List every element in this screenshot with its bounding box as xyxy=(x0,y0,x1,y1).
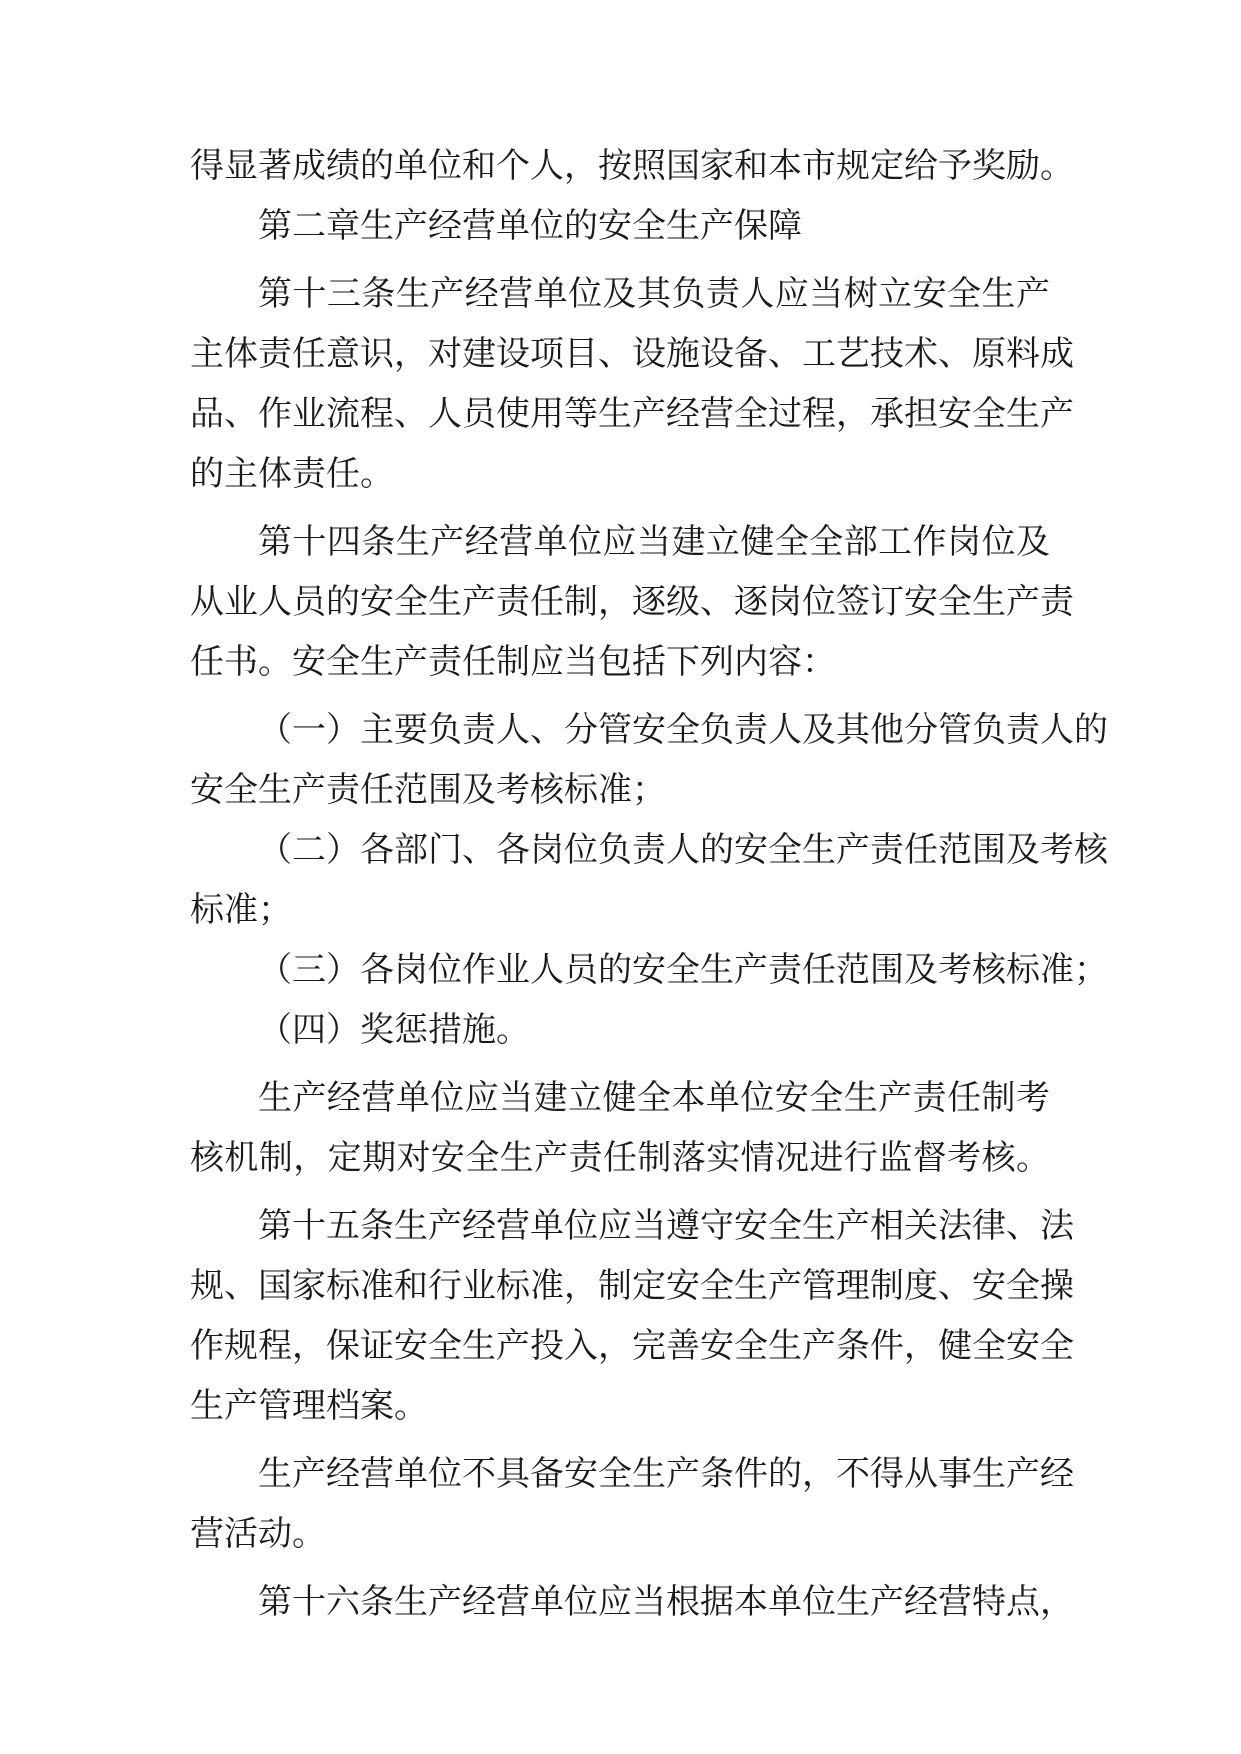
text-line: 生产管理档案。 xyxy=(190,1386,428,1426)
text-line: 的主体责任。 xyxy=(190,454,394,494)
text-line: 核机制，定期对安全生产责任制落实情况进行监督考核。 xyxy=(190,1138,1050,1178)
text-line: （三）各岗位作业人员的安全生产责任范围及考核标准； xyxy=(258,950,1108,990)
text-line: 规、国家标准和行业标准，制定安全生产管理制度、安全操 xyxy=(190,1266,1074,1306)
text-line: 第十四条生产经营单位应当建立健全全部工作岗位及 xyxy=(258,522,1050,562)
text-line: （二）各部门、各岗位负责人的安全生产责任范围及考核 xyxy=(258,830,1108,870)
text-line: 标准； xyxy=(190,890,292,930)
text-line: （四）奖惩措施。 xyxy=(258,1010,530,1050)
text-line: 安全生产责任范围及考核标准； xyxy=(190,770,666,810)
text-line: 营活动。 xyxy=(190,1514,326,1554)
text-line: 任书。安全生产责任制应当包括下列内容： xyxy=(190,642,836,682)
text-line: 从业人员的安全生产责任制，逐级、逐岗位签订安全生产责 xyxy=(190,582,1074,622)
text-line: 第十六条生产经营单位应当根据本单位生产经营特点， xyxy=(258,1582,1074,1622)
chapter-heading: 第二章生产经营单位的安全生产保障 xyxy=(258,206,802,246)
text-line: 得显著成绩的单位和个人，按照国家和本市规定给予奖励。 xyxy=(190,146,1074,186)
text-line: 主体责任意识，对建设项目、设施设备、工艺技术、原料成 xyxy=(190,334,1074,374)
text-line: 作规程，保证安全生产投入，完善安全生产条件，健全安全 xyxy=(190,1326,1074,1366)
text-line: 第十三条生产经营单位及其负责人应当树立安全生产 xyxy=(258,274,1050,314)
text-line: （一）主要负责人、分管安全负责人及其他分管负责人的 xyxy=(258,710,1108,750)
text-line: 品、作业流程、人员使用等生产经营全过程，承担安全生产 xyxy=(190,394,1074,434)
text-line: 生产经营单位应当建立健全本单位安全生产责任制考 xyxy=(258,1078,1050,1118)
text-line: 生产经营单位不具备安全生产条件的，不得从事生产经 xyxy=(258,1454,1074,1494)
text-line: 第十五条生产经营单位应当遵守安全生产相关法律、法 xyxy=(258,1206,1074,1246)
